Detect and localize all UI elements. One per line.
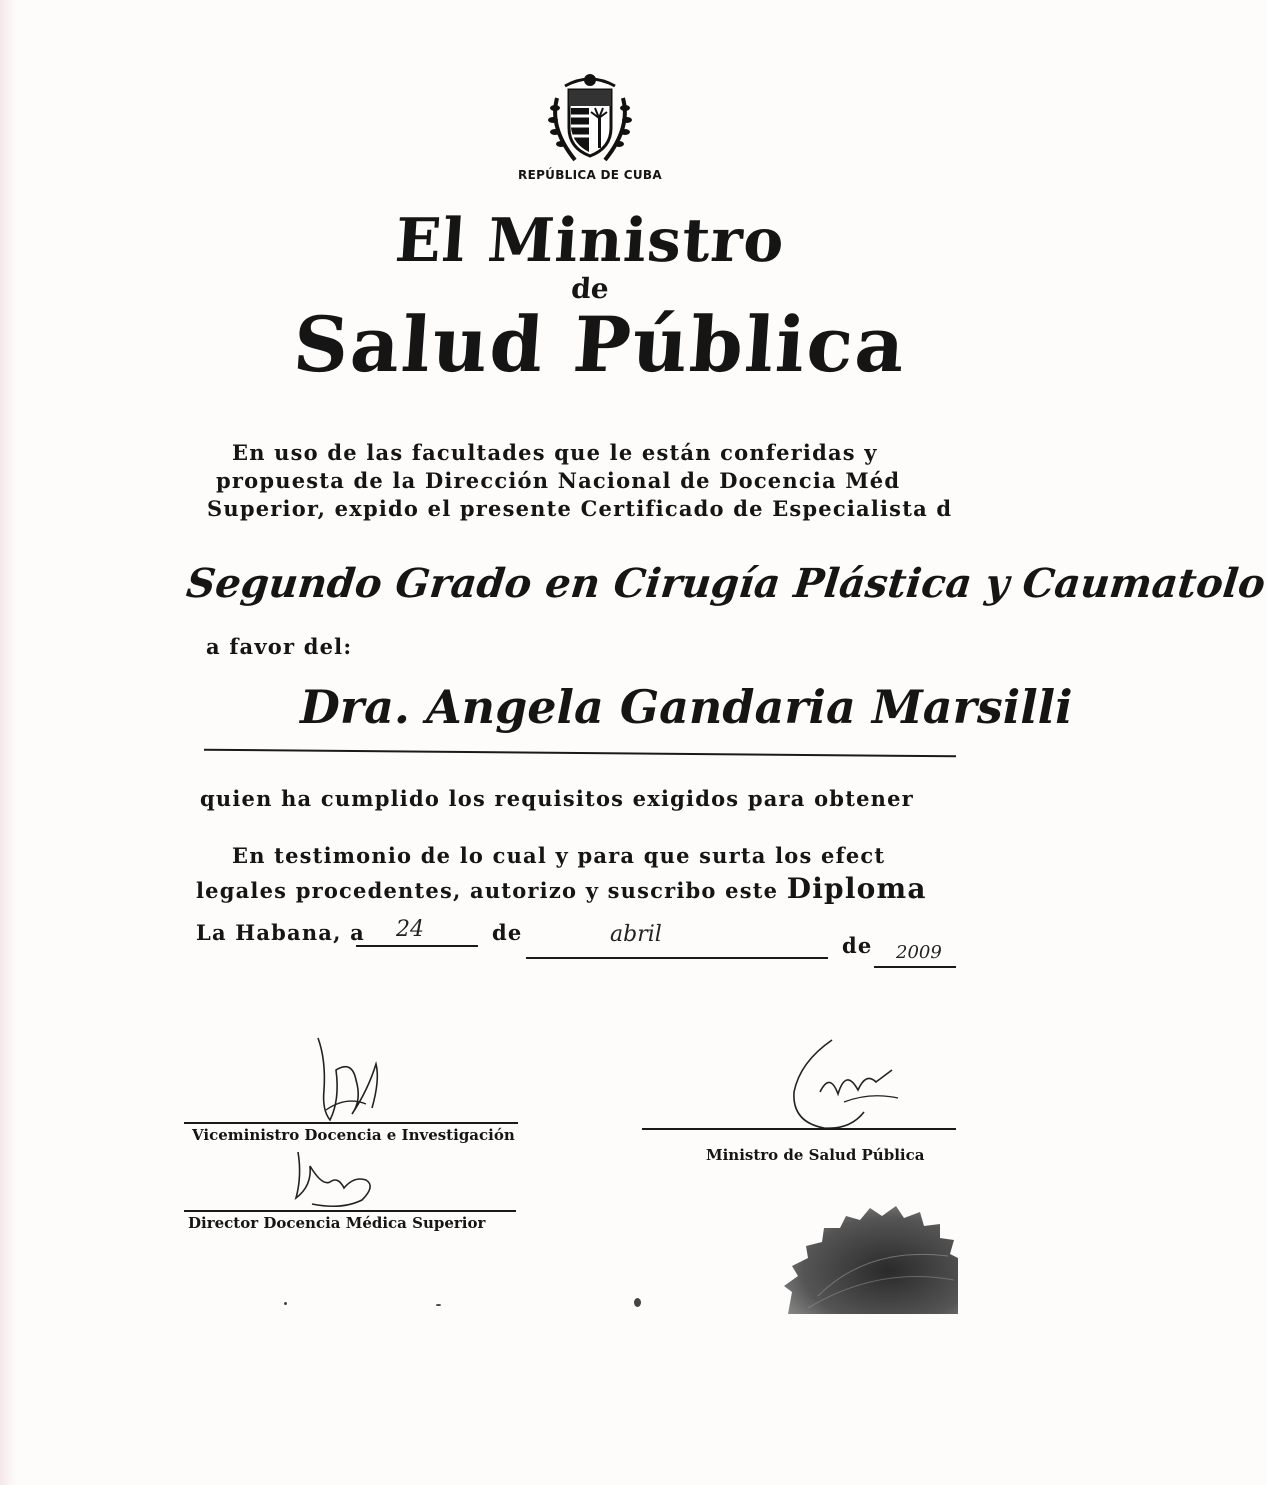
- signature-line-director: [184, 1210, 516, 1212]
- title-salud-publica: Salud Pública: [290, 300, 910, 389]
- specialty-title: Segundo Grado en Cirugía Plástica y Caumatolo: [184, 560, 1267, 607]
- signature-ministro: [780, 1032, 910, 1132]
- ink-speck: [634, 1298, 641, 1307]
- intro-line-2: propuesta de la Dirección Nacional de Docencia Méd: [216, 468, 901, 493]
- label-director: Director Docencia Médica Superior: [188, 1214, 486, 1232]
- date-day: 24: [396, 917, 424, 942]
- label-viceministro: Viceministro Docencia e Investigación: [192, 1126, 515, 1144]
- recipient-name: Dra. Angela Gandaria Marsilli: [300, 680, 1073, 734]
- embossed-seal: [778, 1196, 958, 1314]
- year-underline: [874, 966, 956, 968]
- country-heading: REPÚBLICA DE CUBA: [518, 168, 662, 182]
- ink-speck: [436, 1304, 441, 1306]
- title-de: de: [570, 272, 610, 305]
- date-de-2: de: [842, 933, 873, 958]
- label-ministro: Ministro de Salud Pública: [706, 1146, 925, 1164]
- intro-line-1: En uso de las facultades que le están conferidas y: [232, 440, 878, 465]
- title-el-ministro: El Ministro: [392, 206, 788, 276]
- favor-label: a favor del:: [206, 634, 353, 659]
- date-city: La Habana, a: [196, 920, 365, 945]
- testimony-line-2: [196, 872, 956, 905]
- date-de-1: de: [492, 920, 523, 945]
- testimony-line-1: En testimonio de lo cual y para que surta los efect: [232, 843, 886, 868]
- date-month: abril: [610, 922, 662, 947]
- month-underline: [526, 957, 828, 959]
- coat-of-arms-emblem: [535, 68, 645, 166]
- signature-line-ministro: [642, 1128, 956, 1130]
- paper-edge-tint: [0, 0, 18, 1485]
- day-underline: [356, 945, 478, 947]
- signature-line-viceministro: [184, 1122, 518, 1124]
- ink-speck: [284, 1302, 287, 1305]
- requirements-text: quien ha cumplido los requisitos exigidos para obtener: [200, 786, 914, 811]
- date-year: 2009: [896, 942, 942, 963]
- diploma-word: Diploma: [786, 872, 927, 905]
- intro-line-3: Superior, expido el presente Certificado de Especialista d: [207, 496, 953, 521]
- testimony-line-2-text: legales procedentes, autorizo y suscribo este: [196, 878, 779, 903]
- signature-viceministro: [296, 1030, 396, 1140]
